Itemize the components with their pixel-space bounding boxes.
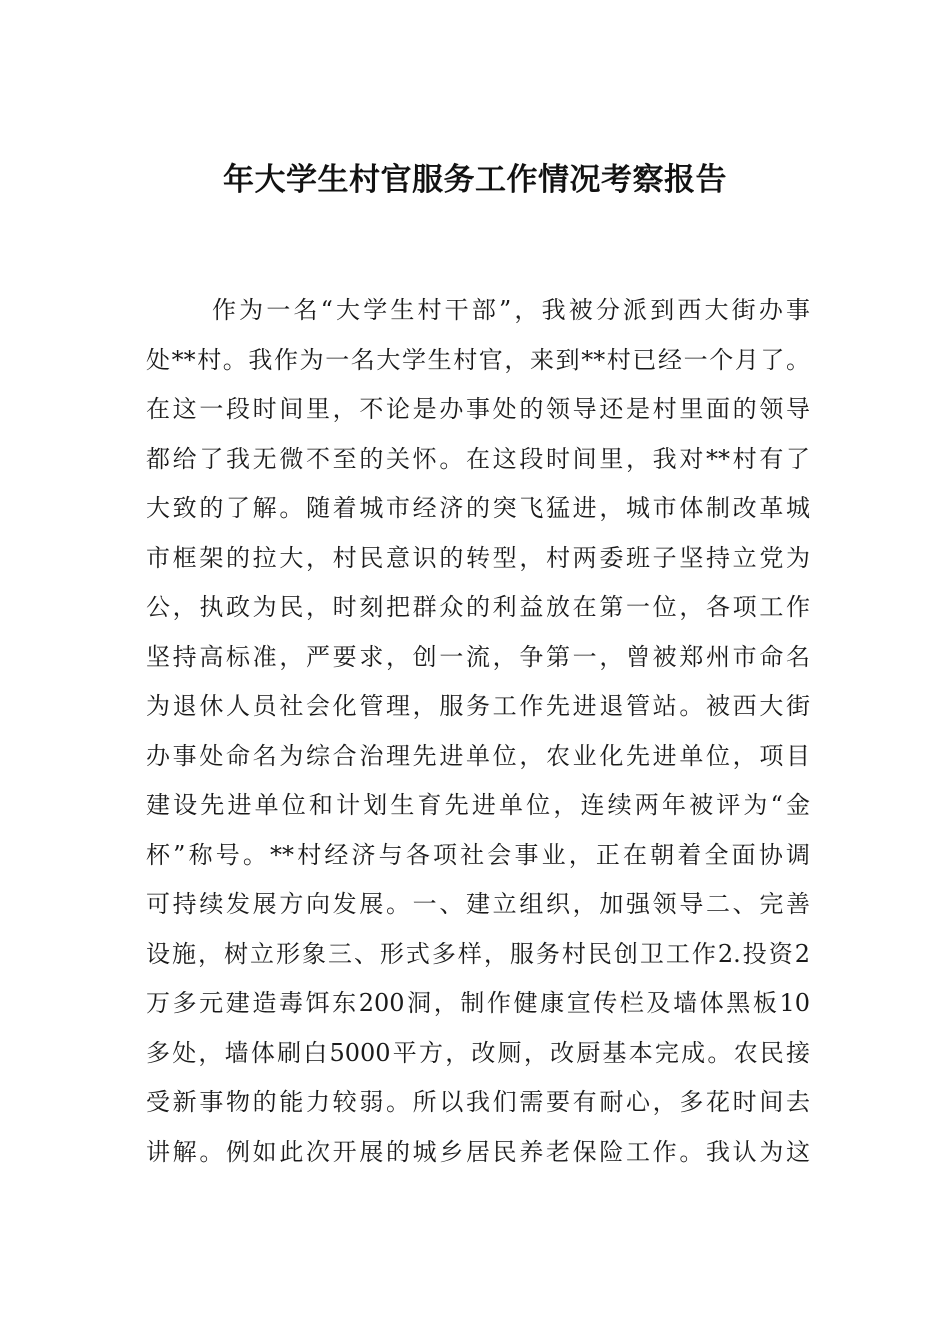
paragraph-line: 作为一名“大学生村干部”，我被分派到西大街办事	[212, 296, 810, 324]
paragraph-line: 为退休人员社会化管理，服务工作先进退管站。被西大街	[146, 692, 810, 720]
paragraph-line: 设施，树立形象三、形式多样，服务村民创卫工作2.投资2	[146, 939, 810, 968]
paragraph-line: 杯”称号。**村经济与各项社会事业，正在朝着全面协调	[146, 840, 810, 869]
paragraph-line: 公，执政为民，时刻把群众的利益放在第一位，各项工作	[146, 593, 810, 621]
paragraph-line: 可持续发展方向发展。一、建立组织，加强领导二、完善	[146, 890, 810, 918]
paragraph-line: 讲解。例如此次开展的城乡居民养老保险工作。我认为这	[146, 1137, 810, 1166]
paragraph-line: 多处，墙体刷白5000平方，改厕，改厨基本完成。农民接	[146, 1038, 810, 1067]
paragraph-line: 办事处命名为综合治理先进单位，农业化先进单位，项目	[146, 741, 810, 770]
paragraph-line: 万多元建造毒饵东200洞，制作健康宣传栏及墙体黑板10	[146, 989, 810, 1017]
document-body	[146, 286, 810, 1177]
paragraph-line: 都给了我无微不至的关怀。在这段时间里，我对**村有了	[146, 444, 810, 473]
document-title: 年大学生村官服务工作情况考察报告	[223, 162, 727, 198]
paragraph-line: 建设先进单位和计划生育先进单位，连续两年被评为“金	[146, 791, 810, 819]
paragraph-line: 大致的了解。随着城市经济的突飞猛进，城市体制改革城	[146, 494, 810, 522]
paragraph-line: 处**村。我作为一名大学生村官，来到**村已经一个月了。	[146, 345, 810, 374]
paragraph-line: 在这一段时间里，不论是办事处的领导还是村里面的领导	[146, 395, 810, 423]
paragraph-line: 坚持高标准，严要求，创一流，争第一，曾被郑州市命名	[146, 642, 810, 671]
paragraph-line: 受新事物的能力较弱。所以我们需要有耐心，多花时间去	[146, 1088, 810, 1116]
paragraph-line: 市框架的拉大，村民意识的转型，村两委班子坚持立党为	[146, 543, 810, 572]
